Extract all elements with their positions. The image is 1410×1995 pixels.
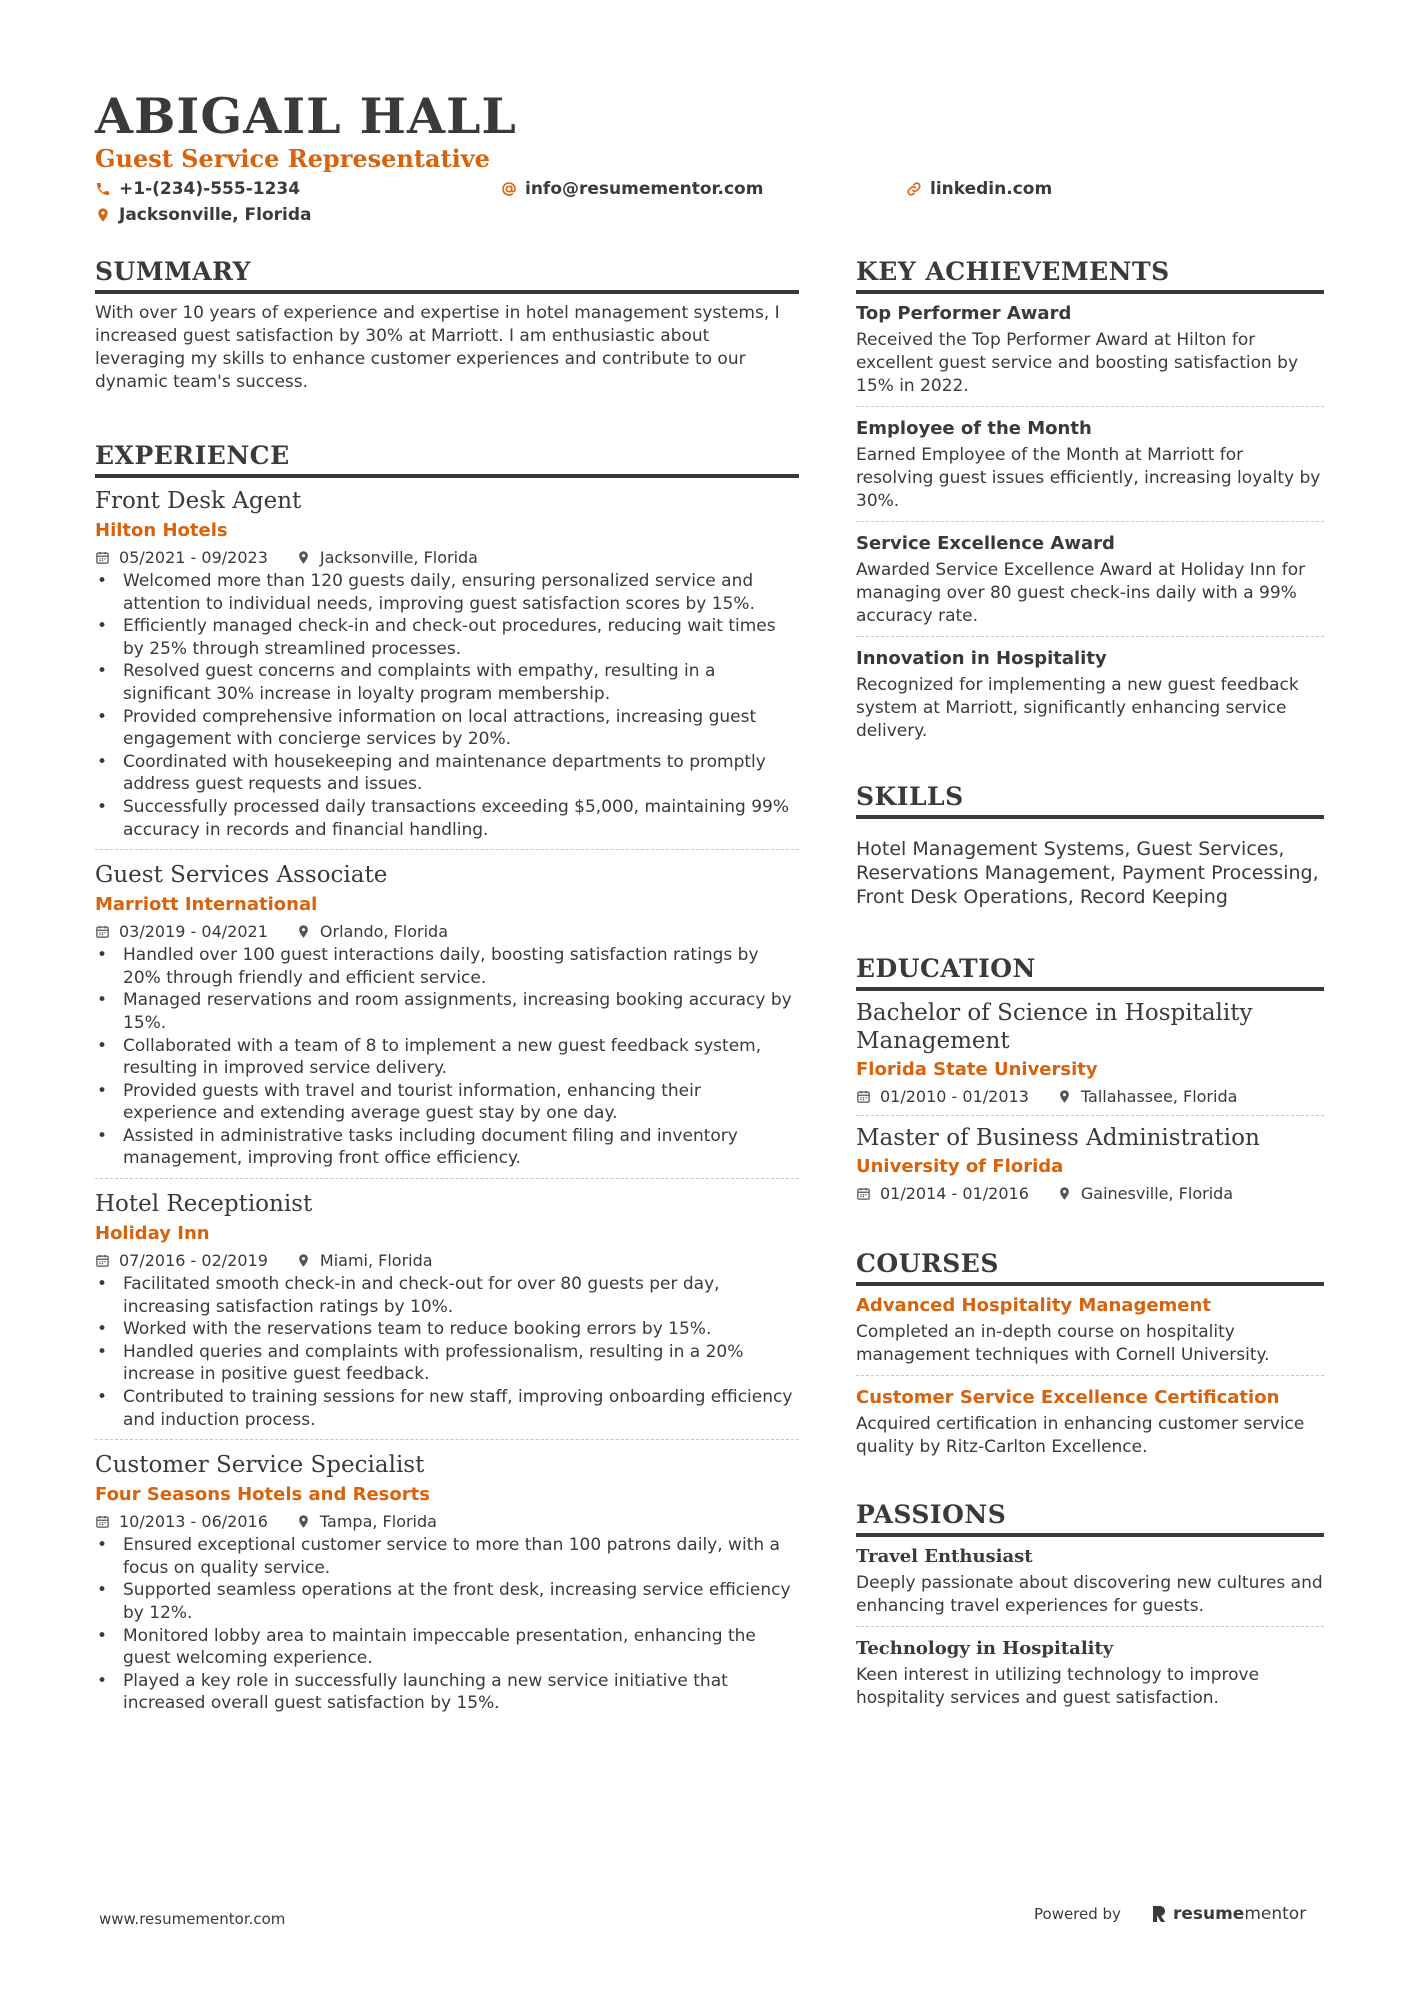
phone-icon [95,181,111,197]
job-bullets [95,570,799,841]
calendar-icon [95,1253,110,1268]
job-meta [95,1247,799,1273]
location-icon [1057,1186,1072,1201]
achievement-text: Recognized for implementing a new guest feedback system at Marriott, significantly enhancing service delivery. [856,675,1299,741]
location-icon [1057,1089,1072,1104]
education-dates: 01/2010 - 01/2013 [880,1086,1029,1106]
calendar-icon [95,550,110,565]
location-icon [296,1514,311,1529]
job-bullet: • Resolved guest concerns and complaints with empathy, resulting in a significant 30% increase in loyalty program membership. [95,660,799,705]
job-bullet: • Assisted in administrative tasks including document filing and inventory management, improving front office efficiency. [95,1125,799,1170]
education-section [856,953,1324,1206]
job-location [296,1512,437,1531]
job-dates: 10/2013 - 06/2016 [119,1511,268,1531]
candidate-name: ABIGAIL HALL [95,87,517,145]
passion-title: Technology in Hospitality [856,1638,1114,1659]
achievement-text: Received the Top Performer Award at Hilton for excellent guest service and boosting satisfaction by 15% in 2022. [856,330,1299,396]
education-location-text: Tallahassee, Florida [1080,1086,1238,1106]
passion-text: Keen interest in utilizing technology to improve hospitality services and guest satisfaction. [856,1665,1260,1708]
summary-heading: SUMMARY [95,256,799,294]
achievement-title: Top Performer Award [856,303,1072,324]
job-title: Front Desk Agent [95,488,302,514]
job-dates: 03/2019 - 04/2021 [119,921,268,941]
job-bullet: • Welcomed more than 120 guests daily, ensuring personalized service and attention to individual needs, improving guest satisfaction scores by 15%. [95,570,799,615]
entry-divider [856,1115,1324,1116]
skills-heading: SKILLS [856,781,1324,819]
powered-by-label: Powered by [1034,1905,1121,1923]
passion-title: Travel Enthusiast [856,1546,1033,1567]
entry-divider [856,406,1324,407]
summary-text: With over 10 years of experience and expertise in hotel management systems, I increased guest satisfaction by 30% at Marriott. I am enthusiastic about leveraging my skills to enhance customer experiences and contribute to our dynamic team's success. [95,303,780,392]
education-meta [856,1083,1324,1109]
job-location-text: Jacksonville, Florida [319,547,478,567]
entry-divider [95,849,799,850]
achievement-item [856,531,1324,628]
footer-website[interactable]: www.resumementor.com [99,1910,286,1928]
job-bullet: • Provided guests with travel and tourist information, enhancing their experience and extending average guest stay by one day. [95,1080,799,1125]
job-meta [95,918,799,944]
education-dates: 01/2014 - 01/2016 [880,1183,1029,1203]
course-item [856,1293,1324,1367]
job-title: Customer Service Specialist [95,1452,425,1479]
school-name: Florida State University [856,1059,1098,1080]
experience-entry [95,1189,799,1431]
job-bullet: • Worked with the reservations team to reduce booking errors by 15%. [95,1318,799,1341]
job-title: Guest Services Associate [95,862,388,889]
email-contact[interactable] [501,176,763,202]
entry-divider [856,1375,1324,1376]
job-bullet: • Supported seamless operations at the front desk, increasing service efficiency by 12%. [95,1579,799,1624]
education-location [1057,1087,1238,1106]
job-bullets [95,1273,799,1431]
achievement-item [856,646,1324,743]
school-name: University of Florida [856,1156,1064,1177]
job-bullet: • Monitored lobby area to maintain impeccable presentation, enhancing the guest welcoming experience. [95,1625,799,1670]
education-meta [856,1180,1324,1206]
job-location-text: Miami, Florida [319,1250,433,1270]
job-bullet: • Ensured exceptional customer service to more than 100 patrons daily, with a focus on quality service. [95,1534,799,1579]
summary-section [95,256,799,394]
job-bullet: • Coordinated with housekeeping and maintenance departments to promptly address guest requests and issues. [95,751,799,796]
experience-entry [95,1450,799,1715]
course-text: Completed an in-depth course on hospitality management techniques with Cornell University. [856,1322,1270,1365]
education-location-text: Gainesville, Florida [1080,1183,1234,1203]
entry-divider [856,636,1324,637]
education-location [1057,1184,1233,1203]
job-bullet: • Efficiently managed check-in and check-out procedures, reducing wait times by 25% through streamlined processes. [95,615,799,660]
course-text: Acquired certification in enhancing customer service quality by Ritz-Carlton Excellence. [856,1414,1305,1457]
job-dates: 07/2016 - 02/2019 [119,1250,268,1270]
entry-divider [95,1439,799,1440]
job-bullet: • Contributed to training sessions for new staff, improving onboarding efficiency and induction process. [95,1386,799,1431]
passions-heading: PASSIONS [856,1499,1324,1537]
job-title: Hotel Receptionist [95,1191,313,1218]
calendar-icon [95,1514,110,1529]
calendar-icon [856,1186,871,1201]
location-icon [296,924,311,939]
job-location-text: Tampa, Florida [319,1511,437,1531]
education-item [856,1124,1324,1206]
job-bullet: • Provided comprehensive information on local attractions, increasing guest engagement with concierge services by 20%. [95,706,799,751]
phone-contact [95,176,300,202]
entry-divider [856,521,1324,522]
experience-section [95,440,799,1715]
job-bullet: • Collaborated with a team of 8 to implement a new guest feedback system, resulting in improved service delivery. [95,1035,799,1080]
job-meta [95,1508,799,1534]
job-bullets [95,1534,799,1715]
achievements-heading: KEY ACHIEVEMENTS [856,256,1324,294]
brand-resume: resume [1172,1904,1245,1924]
job-bullet: • Facilitated smooth check-in and check-out for over 80 guests per day, increasing satisfaction ratings by 10%. [95,1273,799,1318]
entry-divider [856,1626,1324,1627]
location-text: Jacksonville, Florida [119,205,312,225]
company-name: Marriott International [95,894,318,916]
company-name: Four Seasons Hotels and Resorts [95,1484,430,1506]
job-bullet: • Handled queries and complaints with professionalism, resulting in a 20% increase in positive guest feedback. [95,1341,799,1386]
passion-item [856,1636,1324,1710]
calendar-icon [95,924,110,939]
courses-heading: COURSES [856,1248,1324,1286]
achievement-item [856,416,1324,513]
job-dates: 05/2021 - 09/2023 [119,547,268,567]
job-location [296,1251,433,1270]
job-location [296,922,448,941]
achievement-item [856,301,1324,398]
company-name: Holiday Inn [95,1223,210,1245]
linkedin-text: linkedin.com [930,179,1053,199]
education-item [856,999,1324,1109]
link-icon [906,181,922,197]
passion-text: Deeply passionate about discovering new cultures and enhancing travel experiences for guests. [856,1573,1323,1616]
right-column [856,256,1324,1710]
email-text: info@resumementor.com [525,179,764,199]
achievement-text: Awarded Service Excellence Award at Holiday Inn for managing over 80 guest check-ins daily with a 99% accuracy rate. [856,560,1306,626]
experience-entry [95,860,799,1170]
job-meta [95,544,799,570]
location-contact [95,202,312,228]
degree-title: Master of Business Administration [856,1125,1260,1151]
job-location-text: Orlando, Florida [319,921,448,941]
at-icon [501,181,517,197]
job-bullet: • Played a key role in successfully launching a new service initiative that increased overall guest satisfaction by 15%. [95,1670,799,1715]
candidate-role: Guest Service Representative [95,144,490,173]
company-name: Hilton Hotels [95,520,228,541]
footer-powered [1034,1904,1306,1924]
brand-mentor: mentor [1244,1904,1307,1924]
course-title: Customer Service Excellence Certification [856,1387,1280,1408]
entry-divider [95,1178,799,1179]
experience-entry [95,486,799,841]
skills-text: Hotel Management Systems, Guest Services, Reservations Management, Payment Processing, Front Desk Operations, Record Keeping [856,838,1319,908]
achievement-title: Service Excellence Award [856,533,1115,554]
location-icon [296,550,311,565]
resumementor-logo-icon [1151,1904,1167,1924]
job-bullets [95,944,799,1170]
course-title: Advanced Hospitality Management [856,1295,1211,1316]
achievement-text: Earned Employee of the Month at Marriott for resolving guest issues efficiently, increasing loyalty by 30%. [856,445,1321,511]
achievements-section [856,256,1324,743]
skills-section [856,781,1324,909]
job-location [296,548,478,567]
location-icon [296,1253,311,1268]
resume-header [95,88,1325,230]
job-bullet: • Successfully processed daily transactions exceeding $5,000, maintaining 99% accuracy in records and financial handling. [95,796,799,841]
contact-info [95,176,1325,230]
resumementor-logo[interactable] [1151,1904,1306,1924]
passions-section [856,1499,1324,1710]
job-bullet: • Managed reservations and room assignments, increasing booking accuracy by 15%. [95,989,799,1034]
calendar-icon [856,1089,871,1104]
course-item [856,1385,1324,1459]
linkedin-contact[interactable] [906,176,1052,202]
location-icon [95,207,111,223]
achievement-title: Innovation in Hospitality [856,648,1107,669]
passion-item [856,1544,1324,1618]
phone-text: +1-(234)-555-1234 [119,179,301,199]
courses-section [856,1248,1324,1459]
degree-title: Bachelor of Science in Hospitality Management [856,1000,1253,1054]
achievement-title: Employee of the Month [856,418,1092,439]
education-heading: EDUCATION [856,953,1324,991]
experience-heading: EXPERIENCE [95,440,799,478]
job-bullet: • Handled over 100 guest interactions daily, boosting satisfaction ratings by 20% through friendly and efficient service. [95,944,799,989]
left-column [95,256,799,1715]
